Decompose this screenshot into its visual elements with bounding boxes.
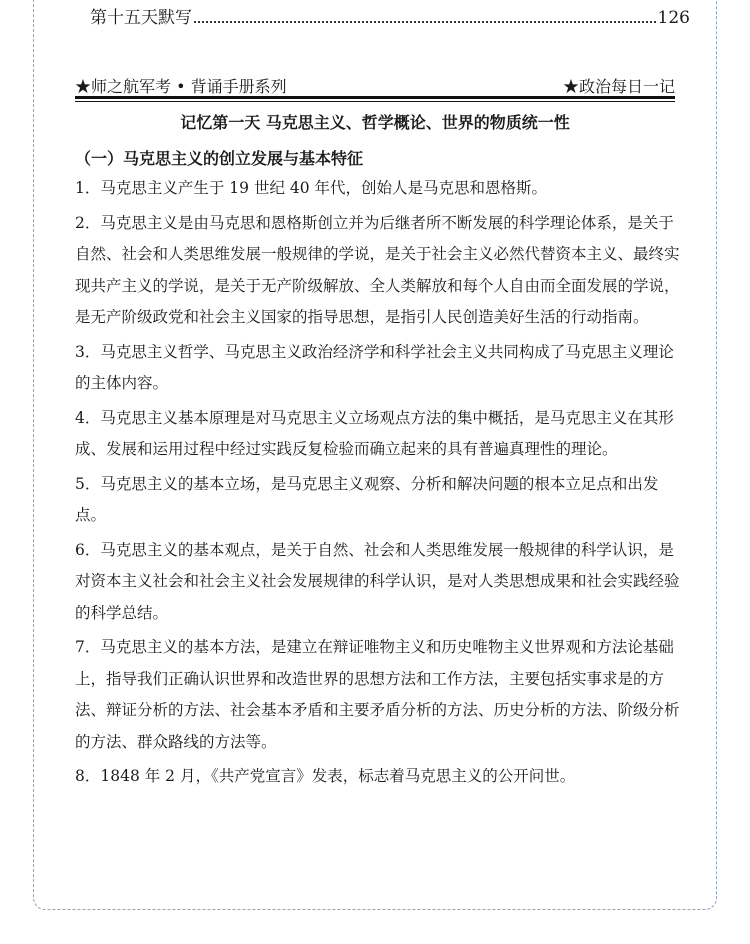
toc-entry[interactable] [90, 4, 690, 28]
list-item: 2．马克思主义是由马克思和恩格斯创立并为后继者所不断发展的科学理论体系，是关于自然、社会和人类思维发展一般规律的学说，是关于社会主义必然代替资本主义、最终实现共产主义的学说，是关于无产阶级解放、全人类解放和每个人自由而全面发展的学说，是无产阶级政党和社会主义国家的指导思想，是指引人民创造美好生活的行动指南。 [75, 213, 680, 326]
page-title: 记忆第一天 马克思主义、哲学概论、世界的物质统一性 [180, 113, 570, 132]
list-item: 3．马克思主义哲学、马克思主义政治经济学和科学社会主义共同构成了马克思主义理论的主体内容。 [75, 342, 674, 392]
toc-label: 第十五天默写 [90, 8, 192, 28]
header-subject: ★政治每日一记 [562, 77, 675, 96]
header-rule-thick [75, 96, 675, 99]
list-item: 6．马克思主义的基本观点，是关于自然、社会和人类思维发展一般规律的科学认识，是对资本主义社会和社会主义社会发展规律的科学认识，是对人类思想成果和社会实践经验的科学总结。 [75, 540, 680, 622]
toc-leader-dots [194, 21, 656, 23]
section-heading: （一）马克思主义的创立发展与基本特征 [75, 149, 364, 168]
list-item: 1．马克思主义产生于 19 世纪 40 年代，创始人是马克思和恩格斯。 [75, 179, 548, 197]
header-series: ★师之航军考 • 背诵手册系列 [75, 77, 287, 96]
content-body [75, 173, 680, 796]
list-item: 7．马克思主义的基本方法，是建立在辩证唯物主义和历史唯物主义世界观和方法论基础上，指导我们正确认识世界和改造世界的思想方法和工作方法，主要包括实事求是的方法、辩证分析的方法、社会基本矛盾和主要矛盾分析的方法、历史分析的方法、阶级分析的方法、群众路线的方法等。 [75, 638, 680, 751]
list-item: 8．1848 年 2 月，《共产党宣言》发表，标志着马克思主义的公开问世。 [75, 767, 576, 785]
list-item: 4．马克思主义基本原理是对马克思主义立场观点方法的集中概括，是马克思主义在其形成、发展和运用过程中经过实践反复检验而确立起来的具有普遍真理性的理论。 [75, 408, 674, 458]
header-rule-thin [75, 101, 675, 102]
list-item: 5．马克思主义的基本立场，是马克思主义观察、分析和解决问题的根本立足点和出发点。 [75, 474, 659, 524]
running-header [75, 74, 675, 97]
toc-page-number: 126 [657, 8, 690, 28]
